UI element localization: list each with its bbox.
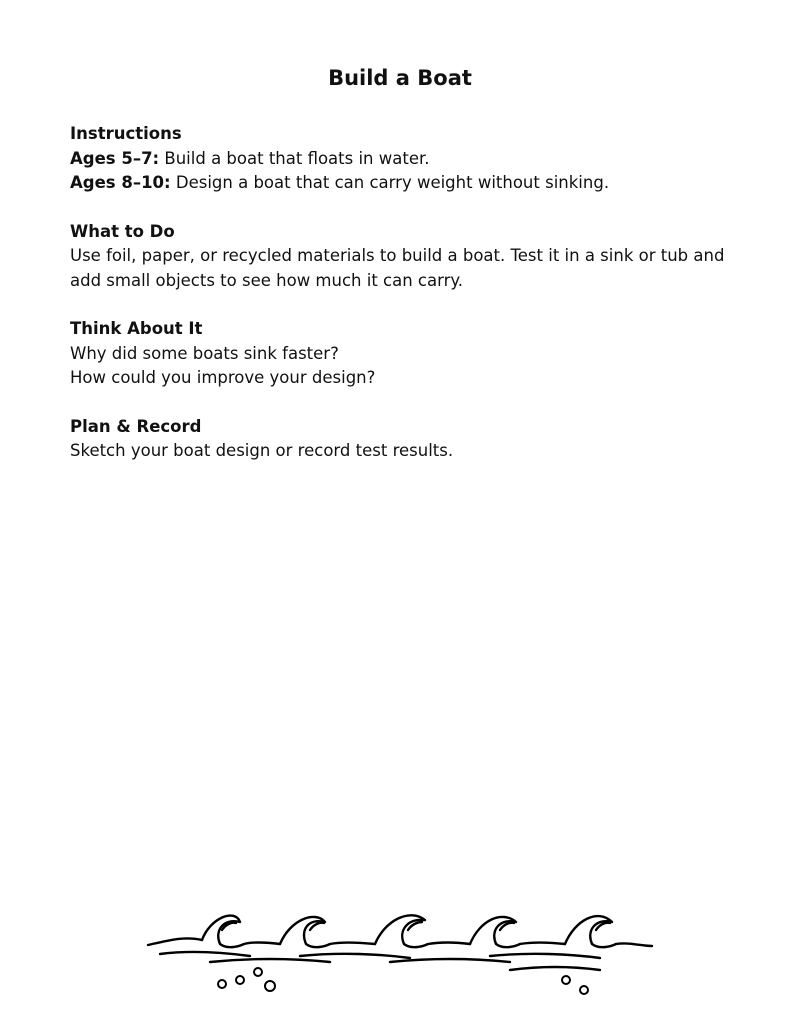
what-to-do-section xyxy=(70,220,730,294)
think-about-it-section xyxy=(70,317,730,391)
ages-5-7-text: Build a boat that floats in water. xyxy=(159,148,430,168)
what-to-do-line-1: Use foil, paper, or recycled materials to build a boat. Test it in a sink or tub and xyxy=(70,246,725,265)
ages-8-10-line xyxy=(70,171,730,196)
plan-record-heading: Plan & Record xyxy=(70,416,202,436)
ages-8-10-label: Ages 8–10: xyxy=(70,173,171,192)
instructions-heading: Instructions xyxy=(70,124,182,143)
wave-lines xyxy=(148,915,652,970)
plan-record-line-1: Sketch your boat design or record test results. xyxy=(70,441,454,460)
think-about-it-line-2: How could you improve your design? xyxy=(70,368,376,387)
page-title: Build a Boat xyxy=(328,66,472,90)
plan-record-section xyxy=(70,415,730,464)
bubbles xyxy=(218,968,588,994)
ages-5-7-line xyxy=(70,147,730,172)
think-about-it-heading: Think About It xyxy=(70,319,203,338)
think-about-it-line-1: Why did some boats sink faster? xyxy=(70,343,339,363)
worksheet-content xyxy=(70,122,730,488)
ages-8-10-text: Design a boat that can carry weight without sinking. xyxy=(170,173,610,192)
instructions-section xyxy=(70,122,730,196)
ages-5-7-label: Ages 5–7: xyxy=(70,148,160,168)
ocean-waves-illustration xyxy=(140,900,660,1005)
what-to-do-heading: What to Do xyxy=(70,221,175,241)
what-to-do-line-2: add small objects to see how much it can carry. xyxy=(70,270,464,290)
